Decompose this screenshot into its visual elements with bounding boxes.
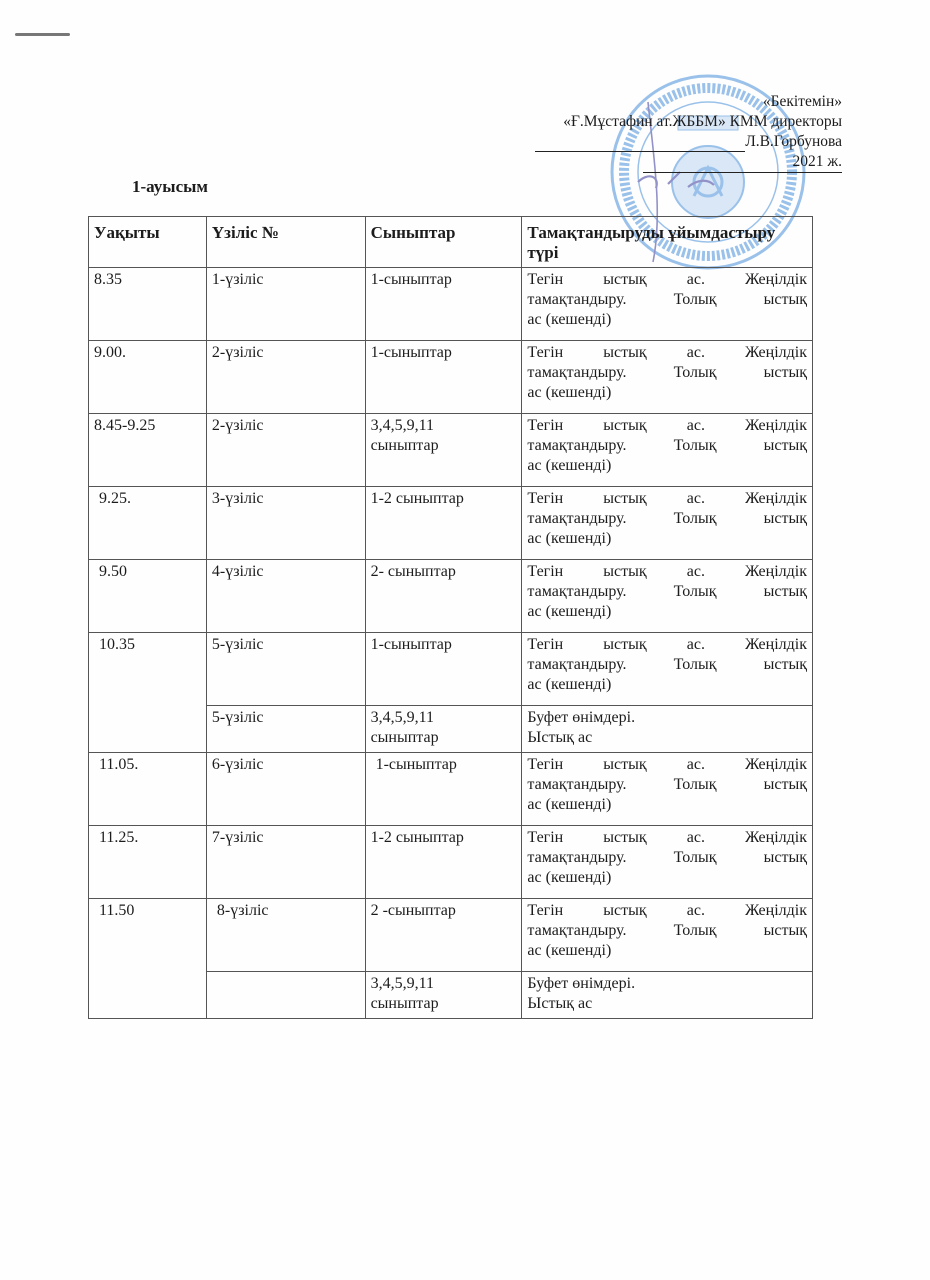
table-row: [89, 633, 813, 706]
cell-meal-type-buffet: [522, 706, 813, 753]
meal-type-line: тамақтандыру. Толық ыстық: [527, 656, 807, 673]
cell-classes: 3,4,5,9,11 сыныптар: [365, 972, 522, 1019]
approval-date: 2021 ж.: [792, 153, 842, 170]
table-row: [89, 487, 813, 560]
cell-meal-type-buffet: [522, 972, 813, 1019]
cell-break: 7-үзіліс: [206, 826, 365, 899]
table-row: [89, 268, 813, 341]
cell-time: 10.35: [89, 633, 207, 753]
cell-classes: 1-сыныптар: [365, 341, 522, 414]
header-classes: Сыныптар: [365, 217, 522, 268]
cell-time: 11.50: [89, 899, 207, 1019]
cell-classes: 3,4,5,9,11 сыныптар: [365, 414, 522, 487]
cell-break: [206, 972, 365, 1019]
cell-classes: 1-сыныптар: [365, 753, 522, 826]
cell-break: 6-үзіліс: [206, 753, 365, 826]
cell-classes: 1-сыныптар: [365, 268, 522, 341]
meal-type-line: Тегін ыстық ас. Жеңілдік: [527, 563, 807, 580]
meal-type-line: ас (кешенді): [527, 384, 612, 401]
meal-type-line: Тегін ыстық ас. Жеңілдік: [527, 829, 807, 846]
meal-schedule-table: [88, 216, 813, 1019]
scan-mark: [15, 33, 70, 36]
meal-type-line: Ыстық ас: [527, 995, 593, 1012]
table-row: [89, 341, 813, 414]
meal-type-line: тамақтандыру. Толық ыстық: [527, 437, 807, 454]
meal-type-line: ас (кешенді): [527, 942, 612, 959]
meal-type-line: тамақтандыру. Толық ыстық: [527, 849, 807, 866]
meal-type-line: тамақтандыру. Толық ыстық: [527, 583, 807, 600]
table-row: [89, 826, 813, 899]
cell-break: 2-үзіліс: [206, 414, 365, 487]
cell-time: 8.45-9.25: [89, 414, 207, 487]
cell-time: 9.00.: [89, 341, 207, 414]
meal-type-line: тамақтандыру. Толық ыстық: [527, 776, 807, 793]
cell-meal-type: [522, 633, 813, 706]
cell-meal-type: [522, 414, 813, 487]
cell-time: 8.35: [89, 268, 207, 341]
meal-type-line: Буфет өнімдері.: [527, 709, 636, 726]
cell-break: 4-үзіліс: [206, 560, 365, 633]
meal-type-line: ас (кешенді): [527, 869, 612, 886]
approval-position: «Ғ.Мұстафин ат.ЖББМ» КММ директоры: [563, 113, 842, 130]
cell-break: 5-үзіліс: [206, 633, 365, 706]
cell-meal-type: [522, 753, 813, 826]
table-row: [89, 414, 813, 487]
meal-type-line: тамақтандыру. Толық ыстық: [527, 510, 807, 527]
meal-type-line: Буфет өнімдері.: [527, 975, 636, 992]
approval-date-line: [643, 152, 842, 173]
cell-classes: 1-2 сыныптар: [365, 826, 522, 899]
header-meal-type: Тамақтандыруды ұйымдастыру түрі: [522, 217, 813, 268]
header-break: Үзіліс №: [206, 217, 365, 268]
table-row: [89, 753, 813, 826]
meal-type-line: Тегін ыстық ас. Жеңілдік: [527, 756, 807, 773]
meal-type-line: Ыстық ас: [527, 729, 593, 746]
table-header-row: [89, 217, 813, 268]
table-row: [89, 560, 813, 633]
cell-meal-type: [522, 560, 813, 633]
cell-classes: 2 -сыныптар: [365, 899, 522, 972]
cell-meal-type: [522, 899, 813, 972]
cell-time: 9.50: [89, 560, 207, 633]
signature-line: [535, 137, 745, 152]
meal-type-line: Тегін ыстық ас. Жеңілдік: [527, 490, 807, 507]
meal-type-line: тамақтандыру. Толық ыстық: [527, 291, 807, 308]
meal-type-line: Тегін ыстық ас. Жеңілдік: [527, 902, 807, 919]
meal-type-line: ас (кешенді): [527, 603, 612, 620]
cell-meal-type: [522, 268, 813, 341]
meal-type-line: Тегін ыстық ас. Жеңілдік: [527, 344, 807, 361]
cell-classes: 1-2 сыныптар: [365, 487, 522, 560]
cell-time: 11.25.: [89, 826, 207, 899]
cell-time: 9.25.: [89, 487, 207, 560]
meal-type-line: ас (кешенді): [527, 530, 612, 547]
cell-break: 3-үзіліс: [206, 487, 365, 560]
cell-classes: 1-сыныптар: [365, 633, 522, 706]
cell-meal-type: [522, 826, 813, 899]
meal-type-line: ас (кешенді): [527, 676, 612, 693]
cell-meal-type: [522, 341, 813, 414]
cell-time: 11.05.: [89, 753, 207, 826]
meal-type-line: Тегін ыстық ас. Жеңілдік: [527, 636, 807, 653]
cell-classes: 2- сыныптар: [365, 560, 522, 633]
meal-type-line: тамақтандыру. Толық ыстық: [527, 922, 807, 939]
cell-break: 1-үзіліс: [206, 268, 365, 341]
meal-type-line: ас (кешенді): [527, 311, 612, 328]
cell-break: 8-үзіліс: [206, 899, 365, 972]
cell-break: 5-үзіліс: [206, 706, 365, 753]
meal-type-line: ас (кешенді): [527, 457, 612, 474]
approval-director-name: Л.В.Горбунова: [745, 133, 842, 150]
shift-title: 1-ауысым: [132, 177, 208, 196]
meal-type-line: Тегін ыстық ас. Жеңілдік: [527, 417, 807, 434]
header-time: Уақыты: [89, 217, 207, 268]
meal-type-line: Тегін ыстық ас. Жеңілдік: [527, 271, 807, 288]
cell-classes: 3,4,5,9,11 сыныптар: [365, 706, 522, 753]
approval-heading: «Бекітемін»: [762, 93, 842, 110]
cell-break: 2-үзіліс: [206, 341, 365, 414]
table-row: [89, 899, 813, 972]
meal-type-line: тамақтандыру. Толық ыстық: [527, 364, 807, 381]
meal-type-line: ас (кешенді): [527, 796, 612, 813]
approval-block: [535, 92, 842, 173]
cell-meal-type: [522, 487, 813, 560]
